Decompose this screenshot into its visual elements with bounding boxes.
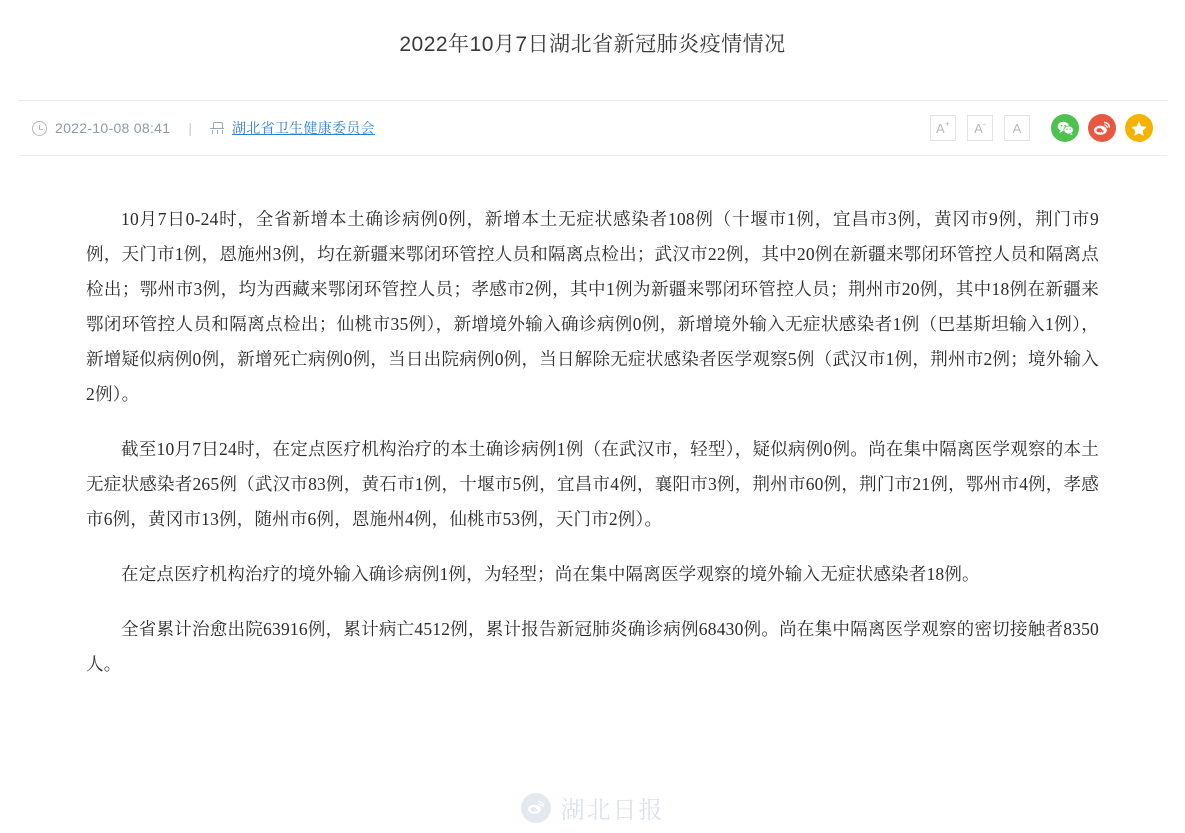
wechat-icon[interactable]: [1051, 114, 1079, 142]
title-container: [0, 0, 1185, 62]
font-default-label: A: [1012, 120, 1022, 136]
clock-icon: [32, 121, 47, 136]
font-default-button[interactable]: [1004, 115, 1030, 141]
article-meta-bar: [18, 100, 1167, 156]
font-decrease-label: A: [974, 120, 983, 136]
font-decrease-button[interactable]: [967, 115, 993, 141]
weibo-watermark-icon: [521, 793, 551, 823]
source-link[interactable]: 湖北省卫生健康委员会: [231, 120, 375, 136]
weibo-icon[interactable]: [1088, 114, 1116, 142]
favorite-star-icon[interactable]: [1125, 114, 1153, 142]
institution-icon: [210, 121, 224, 135]
article-paragraph-2: 截至10月7日24时，在定点医疗机构治疗的本土确诊病例1例（在武汉市，轻型），疑似病例0例。尚在集中隔离医学观察的本土无症状感染者265例（武汉市83例，黄石市1例，十堰市5例，宜昌市4例，襄阳市3例，荆州市60例，荆门市21例，鄂州市4例，孝感市6例，黄冈市13例，随州市6例，恩施州4例，仙桃市53例，天门市2例）。: [86, 439, 1099, 529]
watermark-text: 湖北日报: [560, 798, 665, 824]
meta-left-group: [32, 118, 930, 138]
watermark: [0, 790, 1185, 825]
font-decrease-sup: -: [982, 118, 986, 129]
article-paragraph-1: 10月7日0-24时，全省新增本土确诊病例0例，新增本土无症状感染者108例（十堰市1例，宜昌市3例，黄冈市9例，荆门市9例，天门市1例，恩施州3例，均在新疆来鄂闭环管控人员和隔离点检出；武汉市22例，其中20例在新疆来鄂闭环管控人员和隔离点检出；鄂州市3例，均为西藏来鄂闭环管控人员；孝感市2例，其中1例为新疆来鄂闭环管控人员；荆州市20例，其中18例在新疆来鄂闭环管控人员和隔离点检出；仙桃市35例），新增境外输入确诊病例0例，新增境外输入无症状感染者1例（巴基斯坦输入1例），新增疑似病例0例，新增死亡病例0例，当日出院病例0例，当日解除无症状感染者医学观察5例（武汉市1例，荆州市2例；境外输入2例）。: [86, 209, 1099, 404]
article-paragraph-3: 在定点医疗机构治疗的境外输入确诊病例1例，为轻型；尚在集中隔离医学观察的境外输入无症状感染者18例。: [121, 564, 980, 584]
publish-date: 2022-10-08 08:41: [55, 120, 171, 136]
font-increase-button[interactable]: [930, 115, 956, 141]
share-icon-group: [1051, 114, 1153, 142]
article-paragraph-4: 全省累计治愈出院63916例，累计病亡4512例，累计报告新冠肺炎确诊病例68430例。尚在集中隔离医学观察的密切接触者8350人。: [86, 619, 1099, 674]
meta-separator: |: [188, 120, 192, 136]
meta-right-group: [930, 114, 1153, 142]
institution-icon-bars: [211, 130, 223, 134]
font-increase-sup: +: [944, 118, 950, 129]
font-increase-label: A: [936, 120, 945, 136]
page-title: 2022年10月7日湖北省新冠肺炎疫情情况: [399, 33, 786, 56]
article-body: [0, 156, 1185, 682]
